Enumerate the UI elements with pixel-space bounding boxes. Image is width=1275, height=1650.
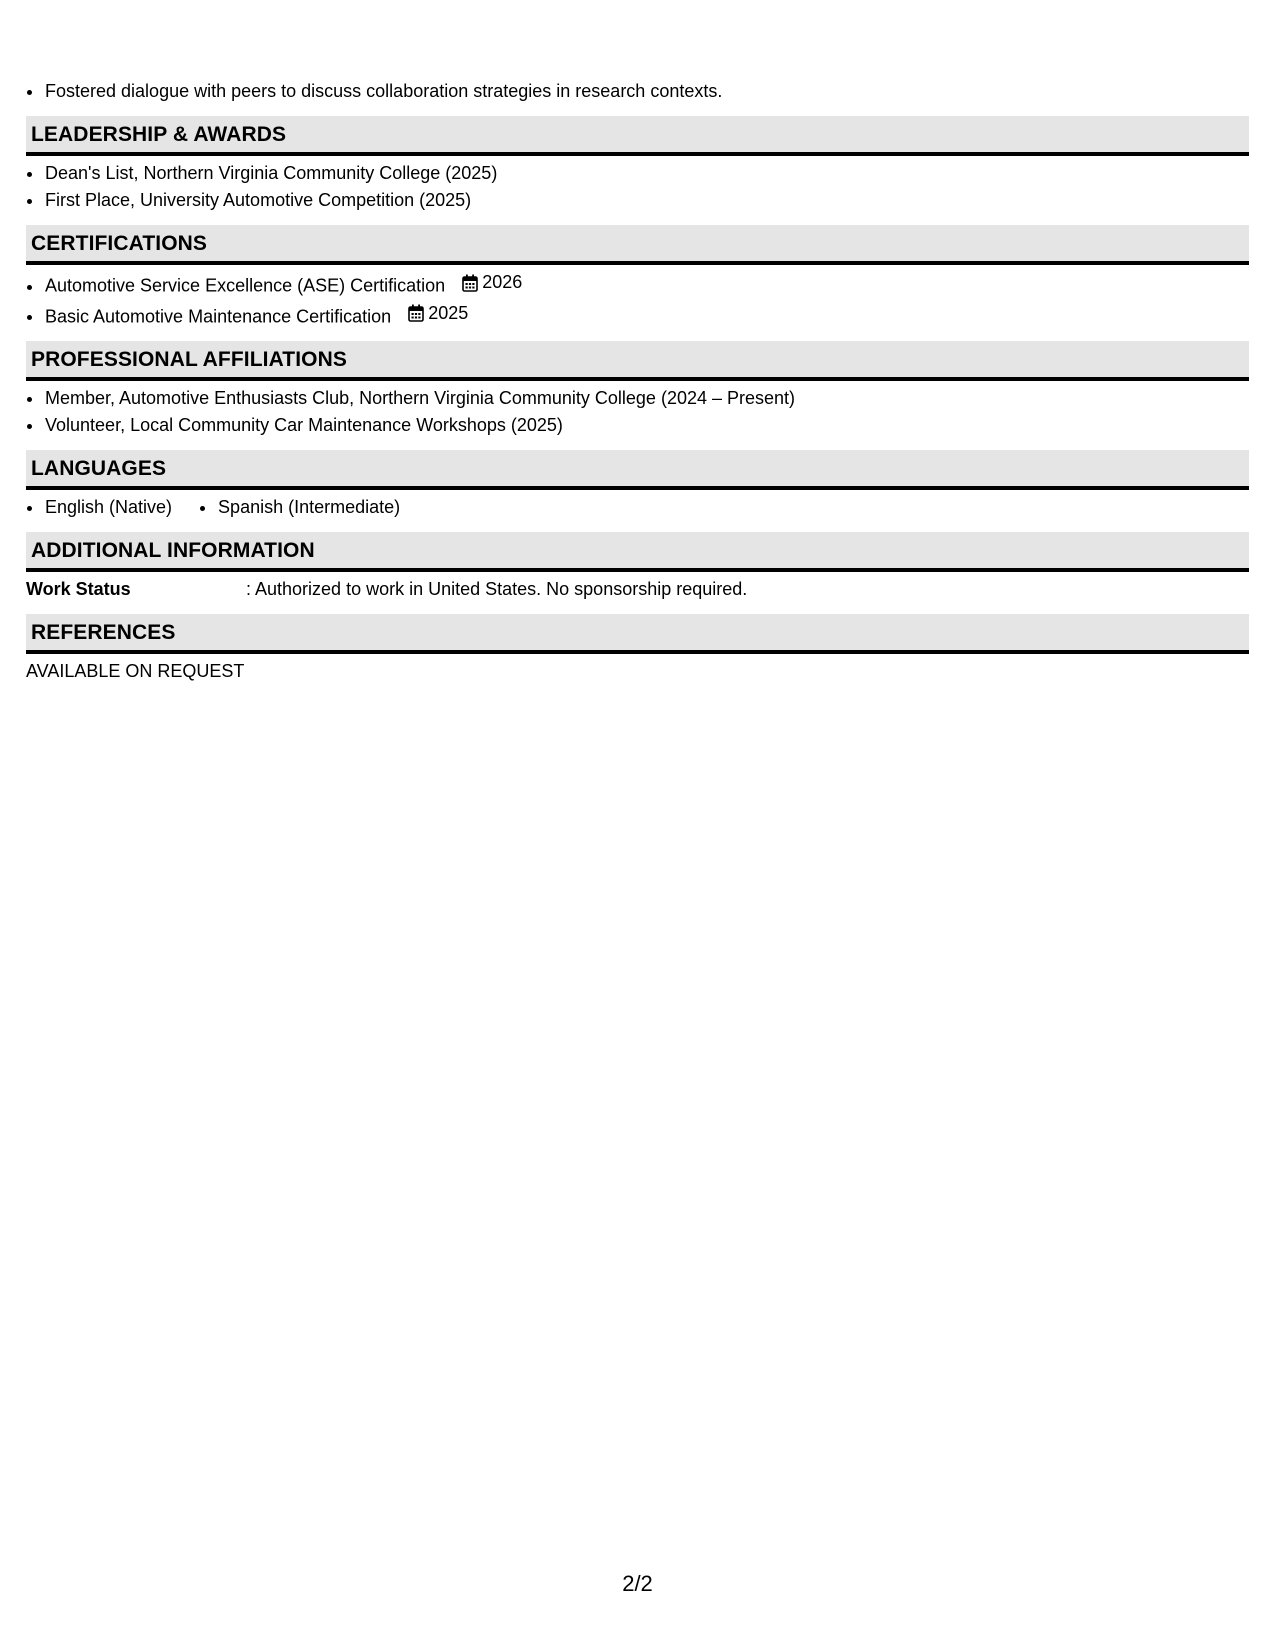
language-item: • Spanish (Intermediate)	[217, 494, 400, 521]
work-status-row	[26, 576, 1249, 603]
list-item	[44, 300, 1249, 331]
section-heading: CERTIFICATIONS	[26, 225, 1249, 265]
references-section	[26, 614, 1249, 685]
certification-year: 2026	[482, 272, 523, 292]
experience-continued-list	[26, 78, 1249, 105]
certifications-section	[26, 225, 1249, 330]
certification-name: Automotive Service Excellence (ASE) Certification	[45, 275, 446, 296]
additional-info-section	[26, 532, 1249, 603]
language-item: • English (Native)	[44, 494, 172, 521]
list-item	[44, 269, 1249, 300]
leadership-section	[26, 116, 1249, 214]
list-item: • First Place, University Automotive Competition (2025)	[44, 187, 1249, 214]
section-heading: PROFESSIONAL AFFILIATIONS	[26, 341, 1249, 381]
certification-name: Basic Automotive Maintenance Certification	[45, 306, 392, 326]
affiliations-section	[26, 341, 1249, 439]
certification-date	[408, 300, 468, 327]
calendar-icon	[408, 304, 424, 322]
list-item: • Volunteer, Local Community Car Maintenance Workshops (2025)	[44, 412, 1249, 439]
references-text: AVAILABLE ON REQUEST	[26, 661, 245, 681]
certifications-list	[26, 269, 1249, 330]
languages-section	[26, 450, 1249, 521]
certification-date	[462, 269, 522, 296]
resume-page	[26, 0, 1249, 685]
section-heading: REFERENCES	[26, 614, 1249, 654]
languages-list	[26, 494, 1249, 521]
section-heading: ADDITIONAL INFORMATION	[26, 532, 1249, 572]
certification-year: 2025	[428, 302, 469, 323]
section-heading: LANGUAGES	[26, 450, 1249, 490]
affiliations-list	[26, 385, 1249, 439]
calendar-icon	[462, 274, 478, 292]
list-item: • Member, Automotive Enthusiasts Club, Northern Virginia Community College (2024 – Present)	[44, 385, 1249, 412]
list-item: • Dean's List, Northern Virginia Community College (2025)	[44, 160, 1249, 187]
page-number: 2/2	[622, 1571, 653, 1596]
work-status-value: : Authorized to work in United States. No sponsorship required.	[246, 579, 748, 599]
leadership-list	[26, 160, 1249, 214]
work-status-label: Work Status	[26, 579, 131, 599]
list-item: • Fostered dialogue with peers to discuss collaboration strategies in research contexts.	[44, 78, 1249, 105]
section-heading: LEADERSHIP & AWARDS	[26, 116, 1249, 156]
